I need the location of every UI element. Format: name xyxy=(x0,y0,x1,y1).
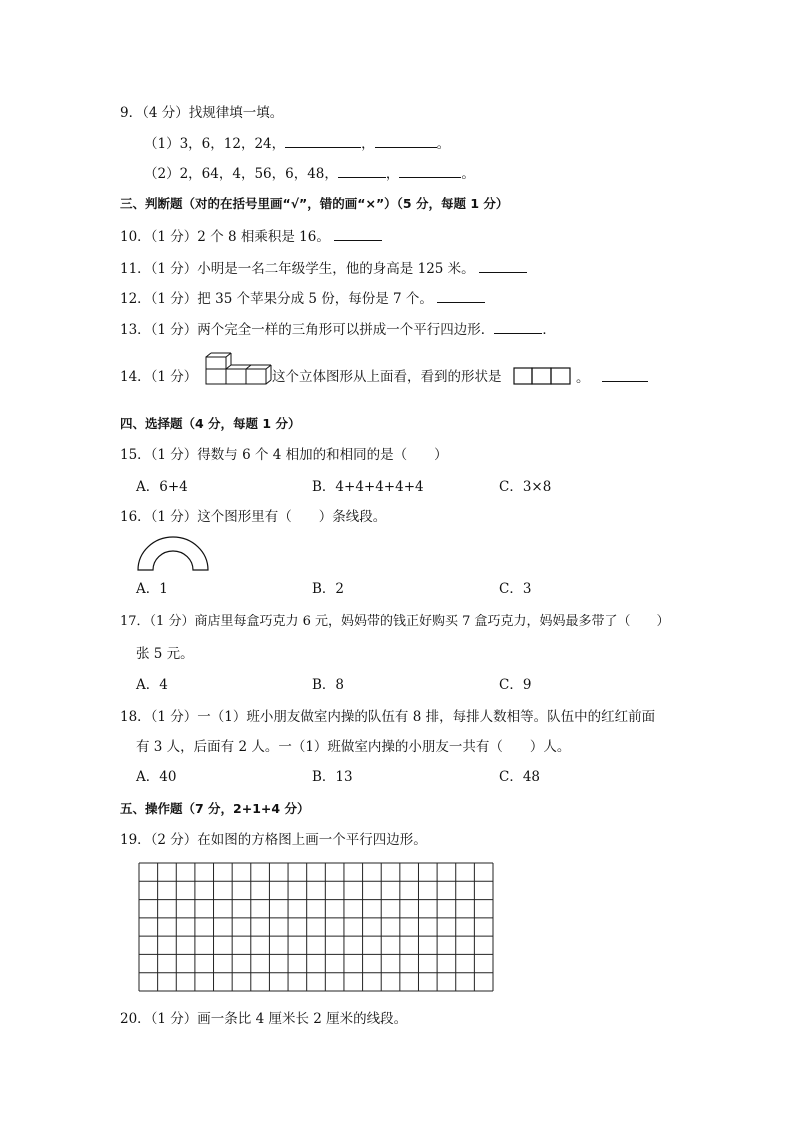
q16-text: 16．（1 分）这个图形里有（ ）条线段。 xyxy=(120,509,387,525)
option-a[interactable]: A．4 xyxy=(136,677,168,693)
answer-blank[interactable] xyxy=(479,259,527,273)
answer-blank[interactable] xyxy=(334,227,382,241)
three-squares-image xyxy=(513,367,571,385)
q14-prefix: 14．（1 分） xyxy=(120,369,198,385)
option-a[interactable]: A．6+4 xyxy=(136,479,188,495)
option-b[interactable]: B．4+4+4+4+4 xyxy=(312,479,424,495)
option-b[interactable]: B．13 xyxy=(312,769,353,785)
q9-part1-prefix: （1）3，6，12，24， xyxy=(144,136,286,152)
square-grid[interactable] xyxy=(138,862,494,992)
q11 xyxy=(120,259,527,278)
q14-end-wrap xyxy=(576,368,648,387)
answer-blank[interactable] xyxy=(338,164,386,178)
q18-line2: 有 3 人，后面有 2 人。一（1）班做室内操的小朋友一共有（ ）人。 xyxy=(136,739,571,755)
q9-part1 xyxy=(144,134,450,153)
answer-blank[interactable] xyxy=(602,368,648,382)
option-a[interactable]: A．40 xyxy=(136,769,177,785)
q11-text: 11．（1 分）小明是一名二年级学生，他的身高是 125 米。 xyxy=(120,261,475,277)
option-b[interactable]: B．8 xyxy=(312,677,345,693)
option-a[interactable]: A．1 xyxy=(136,581,168,597)
answer-blank[interactable] xyxy=(375,134,437,148)
q19-text: 19．（2 分）在如图的方格图上画一个平行四边形。 xyxy=(120,832,427,848)
q12 xyxy=(120,289,485,308)
answer-blank[interactable] xyxy=(399,164,461,178)
answer-blank[interactable] xyxy=(437,289,485,303)
q18-line1: 18．（1 分）一（1）班小朋友做室内操的队伍有 8 排，每排人数相等。队伍中的红红前面 xyxy=(120,709,656,725)
q13-text: 13．（1 分）两个完全一样的三角形可以拼成一个平行四边形． xyxy=(120,322,495,338)
option-c[interactable]: C．3×8 xyxy=(499,479,552,495)
q13-end: ． xyxy=(542,322,556,338)
q9-part2-end: 。 xyxy=(461,166,475,182)
q9-part1-end: 。 xyxy=(436,136,451,152)
q12-text: 12．（1 分）把 35 个苹果分成 5 份，每份是 7 个。 xyxy=(120,291,433,307)
section-title: 四、选择题（4 分，每题 1 分） xyxy=(120,416,301,431)
q10-text: 10．（1 分）2 个 8 相乘积是 16。 xyxy=(120,229,330,245)
arch-figure-image xyxy=(136,534,210,574)
q14-middle-wrap xyxy=(272,368,502,386)
q14-middle: 这个立体图形从上面看，看到的形状是 xyxy=(272,369,502,385)
q9-part1-sep: ， xyxy=(361,136,375,152)
option-b[interactable]: B．2 xyxy=(312,581,345,597)
option-c[interactable]: C．9 xyxy=(499,677,532,693)
answer-blank[interactable] xyxy=(494,320,542,334)
section-title: 五、操作题（7 分，2+1+4 分） xyxy=(120,801,310,816)
q9-part2-prefix: （2）2，64，4，56，6，48， xyxy=(144,166,338,182)
cube-figure-image xyxy=(202,353,272,385)
q9-stem: 9．（4 分）找规律填一填。 xyxy=(120,105,284,121)
q20-text: 20．（1 分）画一条比 4 厘米长 2 厘米的线段。 xyxy=(120,1011,408,1027)
q13 xyxy=(120,320,556,339)
q9-part2 xyxy=(144,164,475,183)
q14-end: 。 xyxy=(576,370,590,386)
option-c[interactable]: C．48 xyxy=(499,769,541,785)
q9-part2-sep: ， xyxy=(385,166,400,182)
q15-text: 15．（1 分）得数与 6 个 4 相加的和相同的是（ ） xyxy=(120,447,448,463)
option-c[interactable]: C．3 xyxy=(499,581,532,597)
section-title: 三、判断题（对的在括号里画“√”，错的画“×”）（5 分，每题 1 分） xyxy=(120,196,509,211)
q14 xyxy=(120,368,197,386)
q17-line2: 张 5 元。 xyxy=(136,646,194,662)
q10 xyxy=(120,227,382,246)
q17-line1: 17．（1 分）商店里每盒巧克力 6 元，妈妈带的钱正好购买 7 盒巧克力，妈妈最多带了（ ） xyxy=(120,614,670,629)
answer-blank[interactable] xyxy=(285,134,361,148)
